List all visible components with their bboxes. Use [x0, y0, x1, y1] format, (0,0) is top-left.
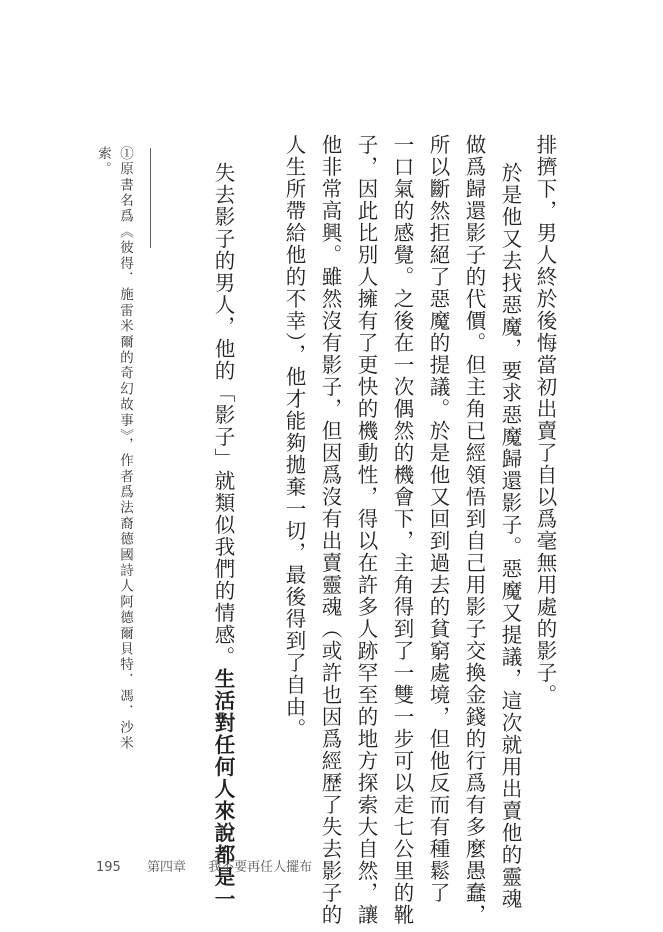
final-paragraph-column	[208, 162, 238, 910]
chapter-label: 第四章	[146, 860, 186, 875]
text-column-4: 所以斷然拒絕了惡魔的提議。於是他又回到過去的貧窮處境，但他反而有種鬆了	[426, 134, 450, 904]
text-column-2: 於是他又去找惡魔，要求惡魔歸還影子。惡魔又提議，這次就用出賣他的靈魂	[498, 162, 522, 910]
footnote-line-2: 索。	[95, 146, 111, 178]
footnote-divider	[150, 148, 151, 248]
footnote-line-1: ①原書名爲《彼得．施雷米爾的奇幻故事》，作者爲法裔德國詩人阿德爾貝特．馮．沙米	[117, 146, 133, 752]
chapter-title: 我不要再任人擺布	[208, 860, 313, 875]
text-column-3: 做爲歸還影子的代價。但主角已經領悟到自己用影子交換金錢的行爲有多麼愚蠢，	[462, 134, 486, 926]
text-column-7: 他非常高興。雖然沒有影子，但因爲沒有出賣靈魂（或許也因爲經歷了失去影子的	[318, 134, 342, 926]
text-column-6: 子，因此比別人擁有了更快的機動性，得以在許多人跡罕至的地方探索大自然，讓	[354, 134, 378, 926]
page-footer	[96, 856, 312, 875]
text-column-8: 人生所帶給他的不幸），他才能夠拋棄一切，最後得到了自由。	[282, 134, 306, 740]
final-paragraph-bold-text: 生活對任何人來說都是一	[211, 668, 235, 910]
text-column-5: 一口氣的感覺。之後在一次偶然的機會下，主角得到了一雙一步可以走七公里的靴	[390, 134, 414, 926]
page-number: 195	[96, 860, 121, 875]
final-paragraph-text: 失去影子的男人，他的「影子」就類似我們的情感。	[211, 162, 235, 668]
text-column-1: 排擠下，男人終於後悔當初出賣了自以爲毫無用處的影子。	[533, 134, 557, 706]
